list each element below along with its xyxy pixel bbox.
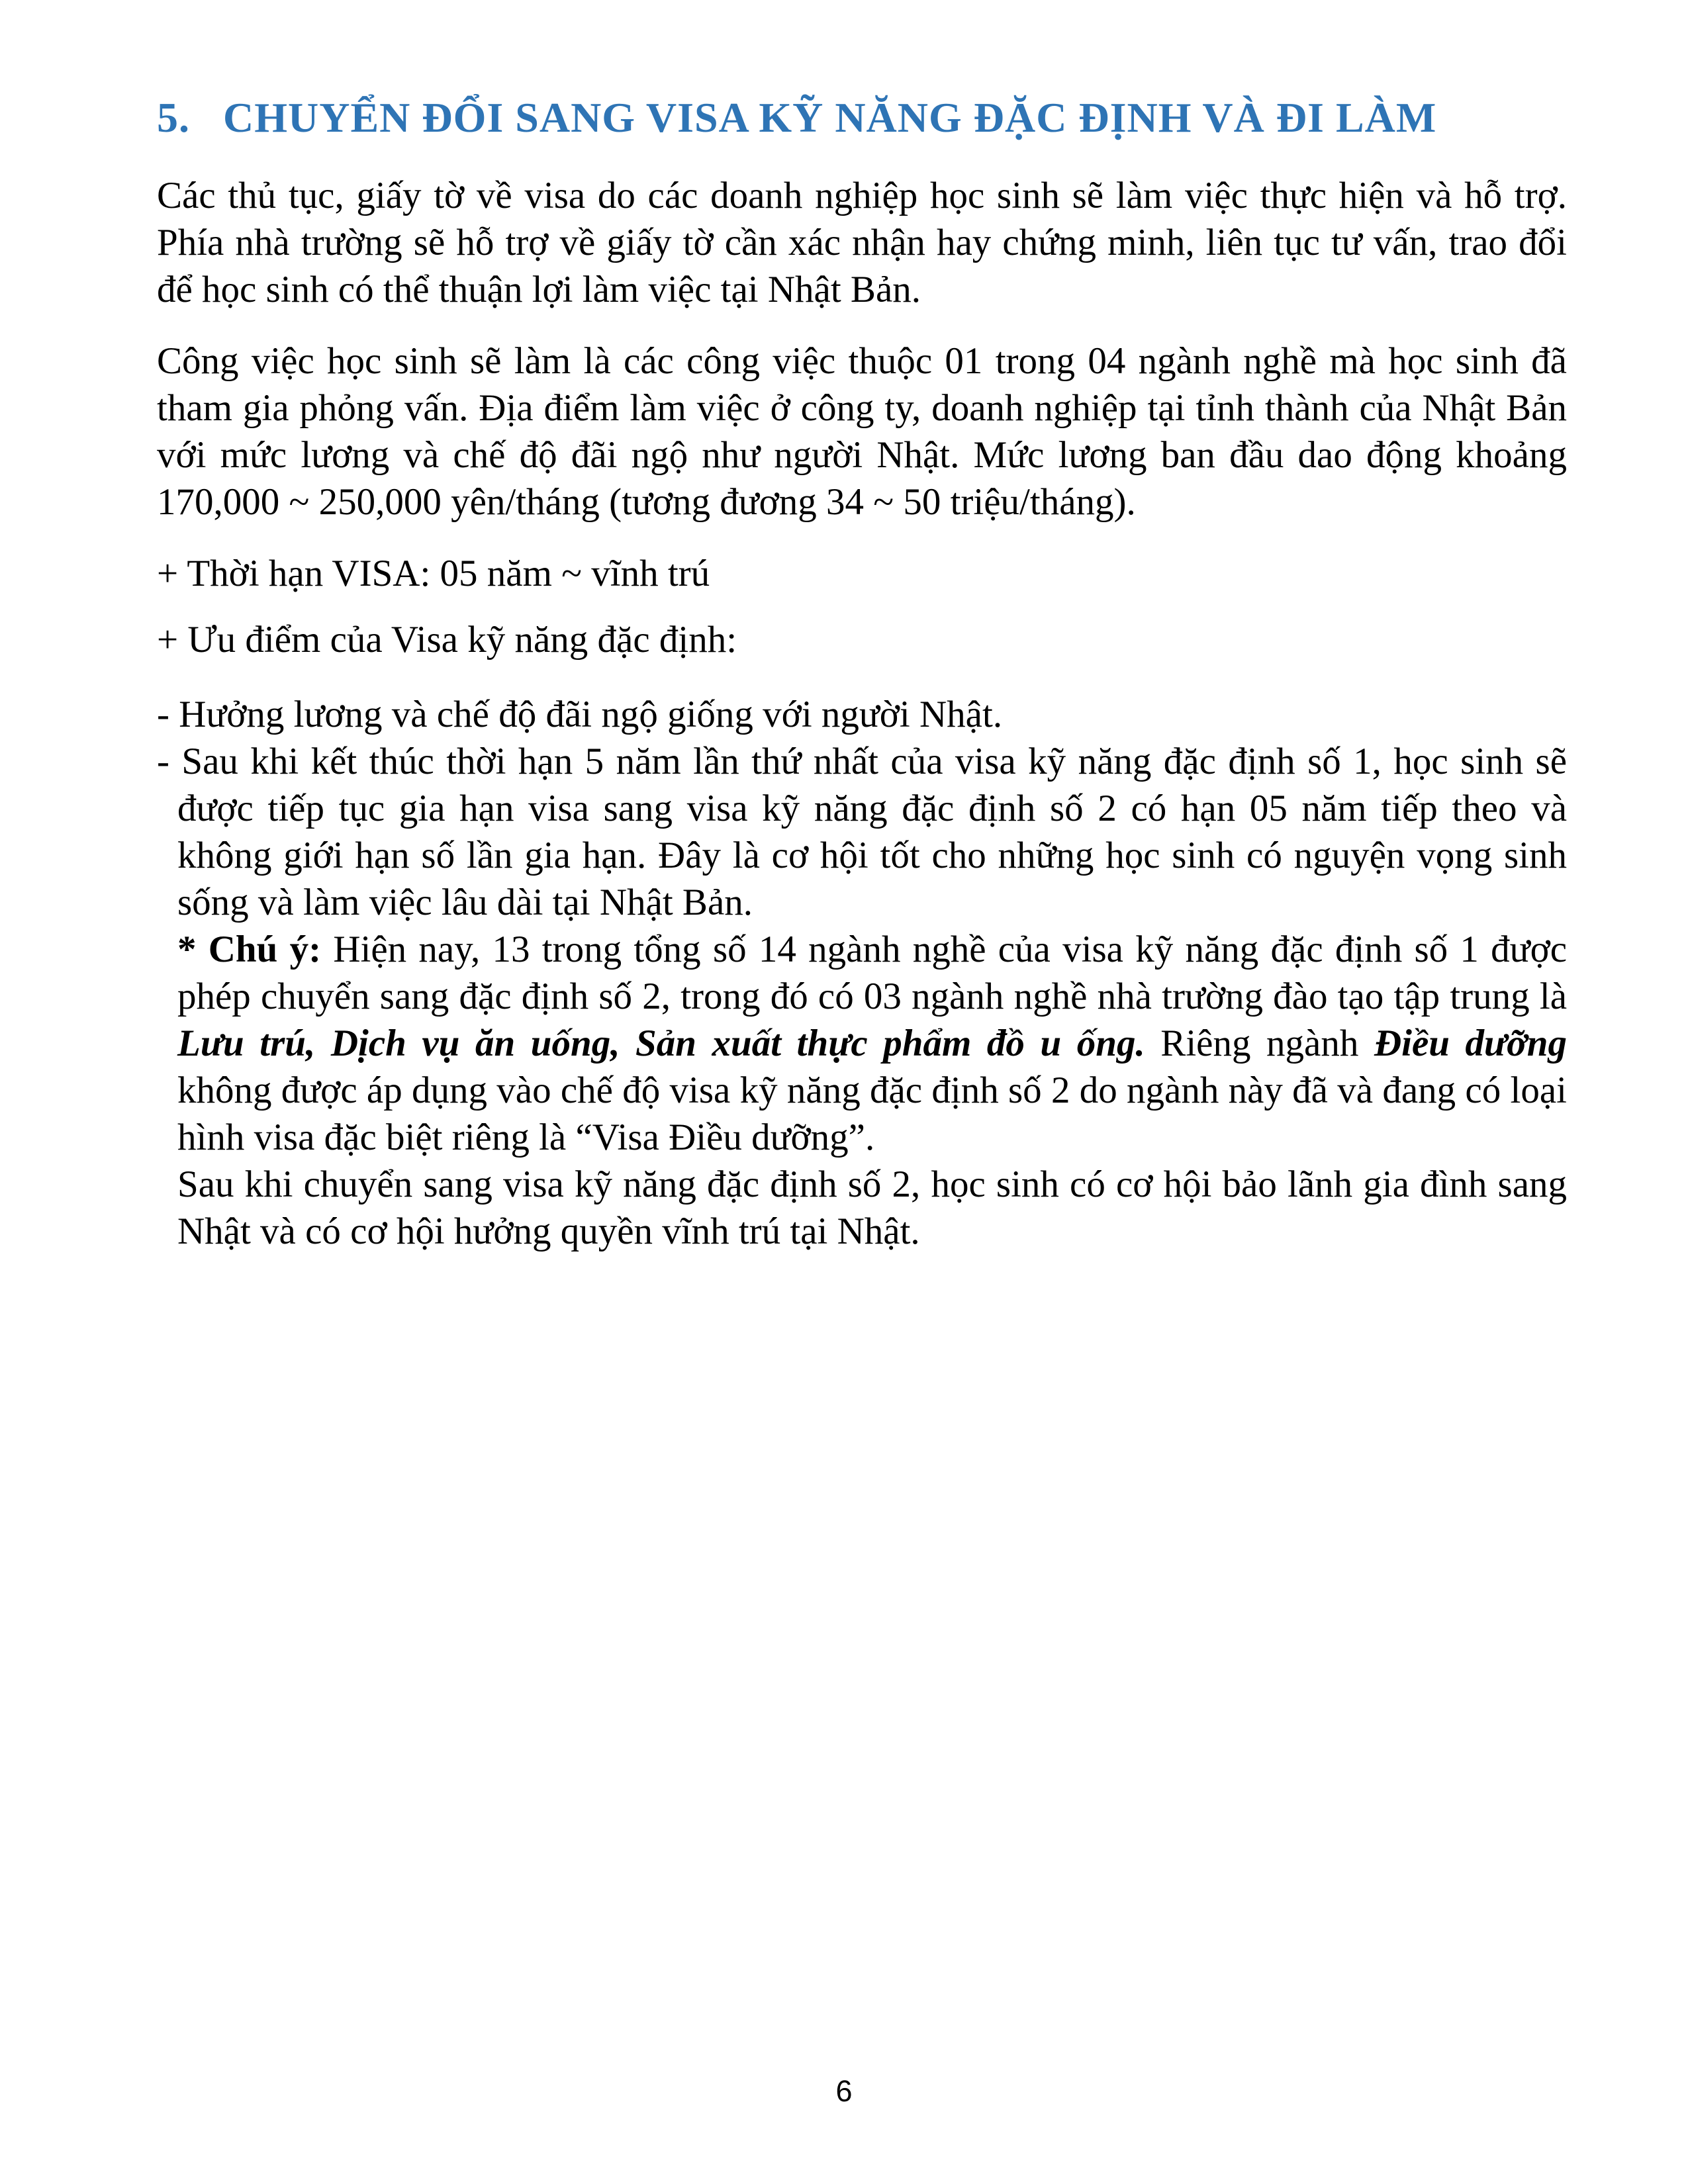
benefits-block: [157, 691, 1567, 1255]
paragraph-visa-procedures: Các thủ tục, giấy tờ về visa do các doanh nghiệp học sinh sẽ làm việc thực hiện và hỗ trợ. Phía nhà trường sẽ hỗ trợ về giấy tờ cần xác nhận hay chứng minh, liên tục tư vấn, trao đổi để học sinh có thể thuận lợi làm việc tại Nhật Bản.: [157, 175, 1567, 310]
visa-benefits-heading-line: + Ưu điểm của Visa kỹ năng đặc định:: [157, 619, 737, 660]
bullet-salary-benefits: - Hưởng lương và chế độ đãi ngộ giống với người Nhật.: [157, 694, 1003, 735]
section-heading: [157, 94, 1567, 142]
section-title: CHUYỂN ĐỔI SANG VISA KỸ NĂNG ĐẶC ĐỊNH VÀ ĐI LÀM: [223, 94, 1437, 141]
bullet-visa-renewal: - Sau khi kết thúc thời hạn 5 năm lần thứ nhất của visa kỹ năng đặc định số 1, học sinh sẽ được tiếp tục gia hạn visa sang visa kỹ năng đặc định số 2 có hạn 05 năm tiếp theo và không giới hạn số lần gia hạn. Đây là cơ hội tốt cho những học sinh có nguyện vọng sinh sống và làm việc lâu dài tại Nhật Bản.: [157, 741, 1567, 923]
paragraph-job-description: Công việc học sinh sẽ làm là các công việc thuộc 01 trong 04 ngành nghề mà học sinh đã tham gia phỏng vấn. Địa điểm làm việc ở công ty, doanh nghiệp tại tỉnh thành của Nhật Bản với mức lương và chế độ đãi ngộ như người Nhật. Mức lương ban đầu dao động khoảng 170,000 ~ 250,000 yên/tháng (tương đương 34 ~ 50 triệu/tháng).: [157, 340, 1567, 523]
page-number: 6: [835, 2074, 853, 2108]
visa-duration-line: + Thời hạn VISA: 05 năm ~ vĩnh trú: [157, 553, 710, 594]
note-major-nursing: Điều dưỡng: [1374, 1023, 1567, 1064]
note-text-2: Riêng ngành: [1145, 1023, 1374, 1064]
note-text-1: Hiện nay, 13 trong tổng số 14 ngành nghề của visa kỹ năng đặc định số 1 được phép chuyển sang đặc định số 2, trong đó có 03 ngành nghề nhà trường đào tạo tập trung là: [177, 929, 1568, 1017]
note-label: * Chú ý:: [177, 929, 322, 970]
note-text-3: không được áp dụng vào chế độ visa kỹ năng đặc định số 2 do ngành này đã và đang có loại hình visa đặc biệt riêng là “Visa Điều dưỡng”.: [177, 1069, 1567, 1158]
section-number: 5.: [157, 94, 190, 141]
note-majors-list: Lưu trú, Dịch vụ ăn uống, Sản xuất thực phẩm đồ u ống.: [177, 1023, 1145, 1064]
note-paragraph: [177, 926, 1567, 1161]
family-sponsorship-paragraph: Sau khi chuyển sang visa kỹ năng đặc định số 2, học sinh có cơ hội bảo lãnh gia đình sang Nhật và có cơ hội hưởng quyền vĩnh trú tại Nhật.: [177, 1163, 1567, 1252]
page-content: [157, 94, 1567, 1255]
